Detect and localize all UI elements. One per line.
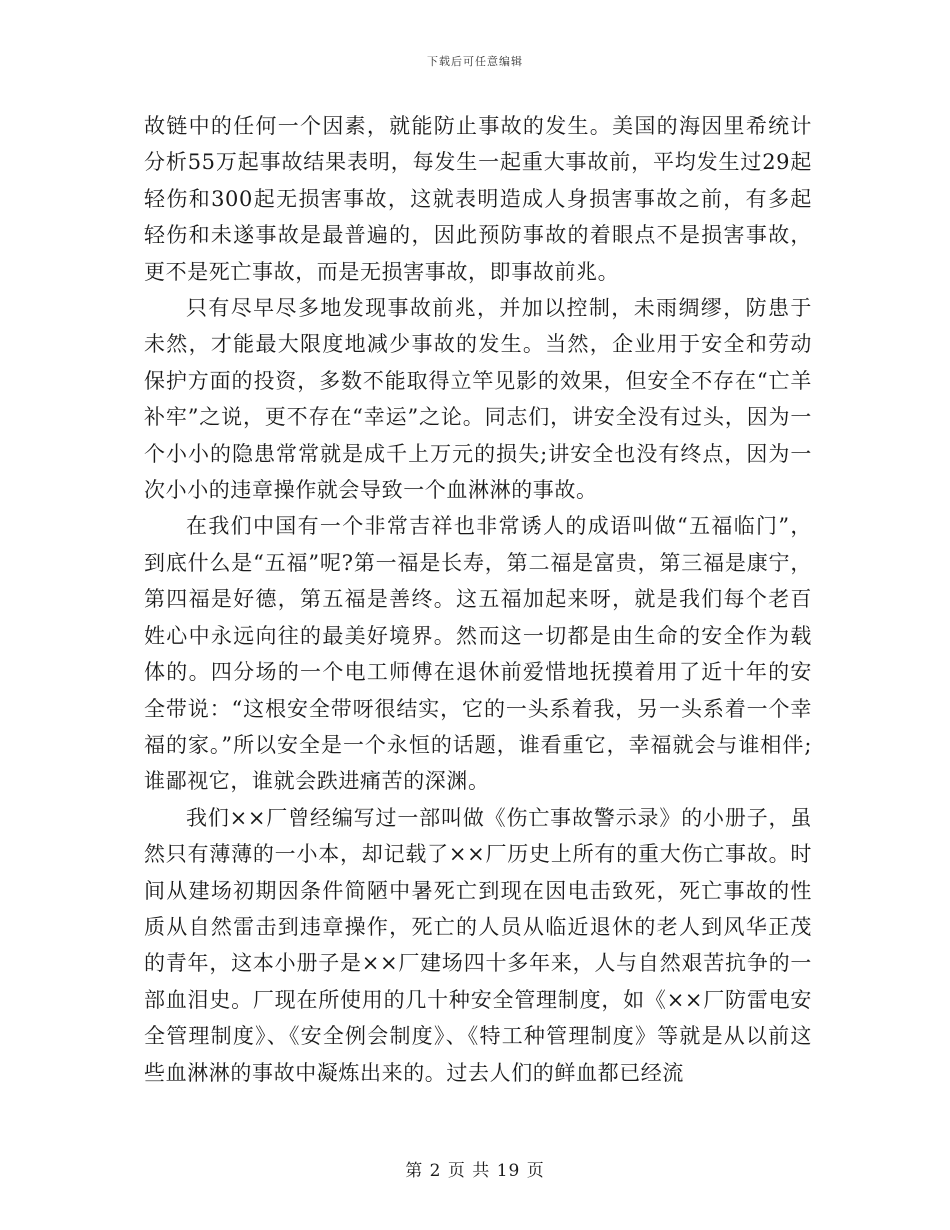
- paragraph-continued: 故链中的任何一个因素，就能防止事故的发生。美国的海因里希统计分析55万起事故结果表明，每发生一起重大事故前，平均发生过29起轻伤和300起无损害事故，这就表明造成人身损害事故之前，有多起轻伤和未遂事故是最普遍的，因此预防事故的着眼点不是损害事故，更不是死亡事故，而是无损害事故，即事故前兆。: [144, 114, 812, 284]
- page-header-note: 下载后可任意编辑: [427, 55, 523, 68]
- page-number-footer: 第 2 页 共 19 页: [405, 1161, 545, 1181]
- paragraph-warning-record: 我们××厂曾经编写过一部叫做《伤亡事故警示录》的小册子，虽然只有薄薄的一小本，却记载了××厂历史上所有的重大伤亡事故。时间从建场初期因条件简陋中暑死亡到现在因电击致死，死亡事故的性质从自然雷击到违章操作，死亡的人员从临近退休的老人到风华正茂的青年，这本小册子是××厂建场四十多年来，人与自然艰苦抗争的一部血泪史。厂现在所使用的几十种安全管理制度，如《××厂防雷电安全管理制度》、《安全例会制度》、《特工种管理制度》等就是从以前这些血淋淋的事故中凝炼出来的。过去人们的鲜血都已经流: [144, 805, 812, 1085]
- paragraph-five-blessings: 在我们中国有一个非常吉祥也非常诱人的成语叫做“五福临门”，到底什么是“五福”呢?第一福是长寿，第二福是富贵，第三福是康宁，第四福是好德，第五福是善终。这五福加起来呀，就是我们每个老百姓心中永远向往的最美好境界。然而这一切都是由生命的安全作为载体的。四分场的一个电工师傅在退休前爱惜地抚摸着用了近十年的安全带说：“这根安全带呀很结实，它的一头系着我，另一头系着一个幸福的家。”所以安全是一个永恒的话题，谁看重它，幸福就会与谁相伴;谁鄙视它，谁就会跌进痛苦的深渊。: [144, 514, 812, 794]
- paragraph-accident-precursor: 只有尽早尽多地发现事故前兆，并加以控制，未雨绸缪，防患于未然，才能最大限度地减少事故的发生。当然，企业用于安全和劳动保护方面的投资，多数不能取得立竿见影的效果，但安全不存在“亡羊补牢”之说，更不存在“幸运”之论。同志们，讲安全没有过头，因为一个小小的隐患常常就是成千上万元的损失;讲安全也没有终点，因为一次小小的违章操作就会导致一个血淋淋的事故。: [144, 296, 812, 503]
- document-body: [144, 108, 812, 1091]
